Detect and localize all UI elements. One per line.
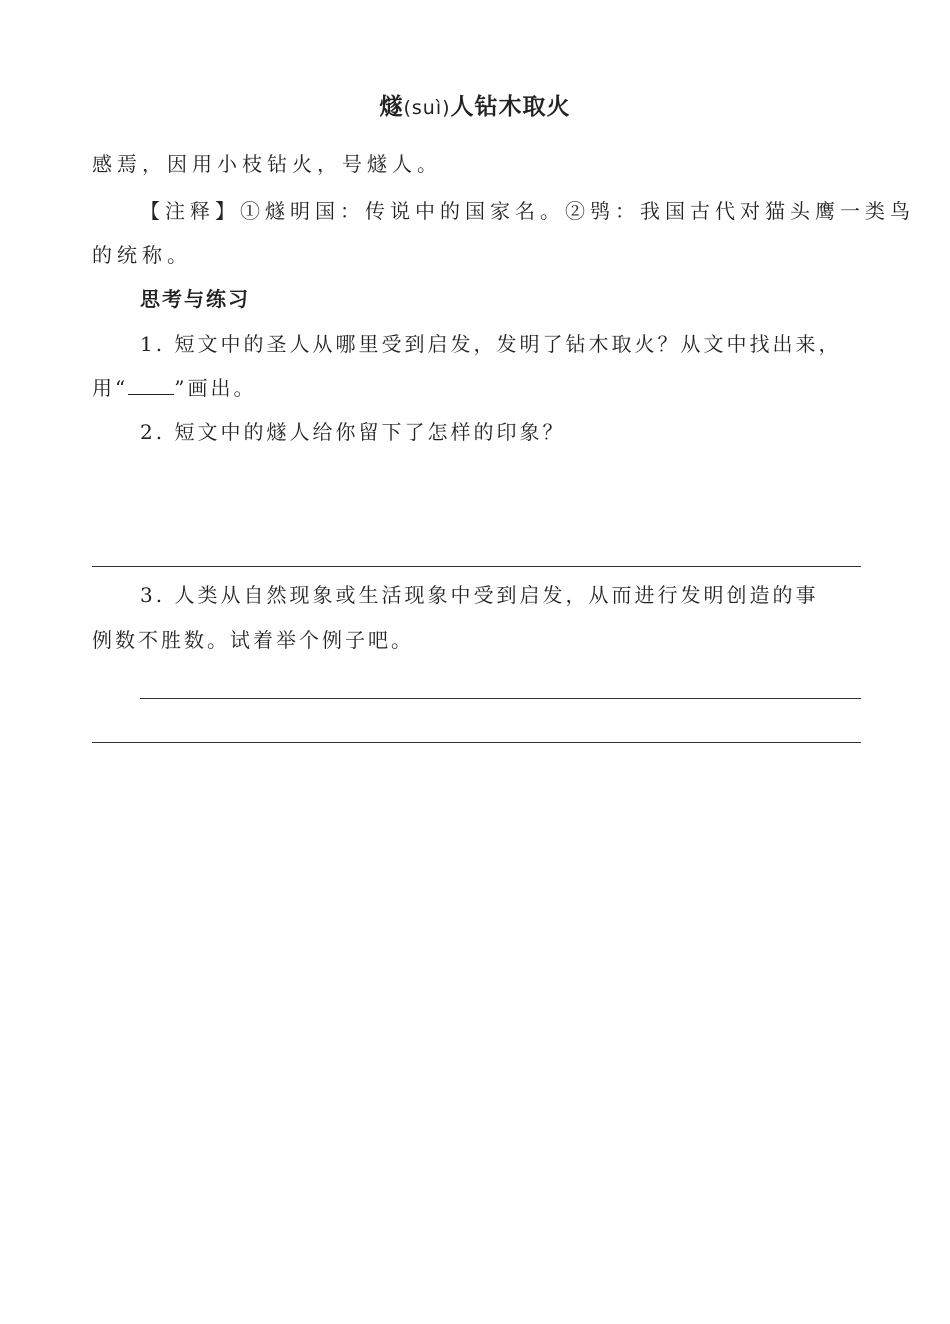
title-char: 燧	[379, 94, 404, 120]
question-2: 2. 短文中的燧人给你留下了怎样的印象？	[140, 420, 566, 444]
annotation-line-1: 【注释】①燧明国：传说中的国家名。②鸮：我国古代对猫头鹰一类鸟	[140, 199, 915, 223]
exercises-heading: 思考与练习	[140, 287, 250, 311]
question-3-line-1: 3. 人类从自然现象或生活现象中受到启发，从而进行发明创造的事	[140, 583, 819, 607]
answer-line-q3-1[interactable]	[140, 698, 861, 699]
question-3-line-2: 例数不胜数。试着举个例子吧。	[92, 628, 414, 652]
answer-line-q3-2[interactable]	[92, 742, 861, 743]
underline-blank	[128, 376, 174, 395]
question-1-prefix: 用“	[92, 376, 129, 400]
answer-line-q2[interactable]	[92, 566, 861, 567]
question-1-suffix: ”画出。	[174, 376, 257, 400]
title-rest: 人钻木取火	[450, 94, 571, 120]
question-1-line-2	[92, 373, 862, 403]
passage-end-line: 感焉，因用小枝钻火，号燧人。	[92, 152, 442, 176]
page-title	[0, 88, 950, 121]
title-pinyin: (suì)	[403, 97, 451, 119]
annotation-line-2: 的统称。	[92, 243, 192, 267]
question-1-line-1: 1. 短文中的圣人从哪里受到启发，发明了钻木取火？从文中找出来，	[140, 332, 842, 356]
